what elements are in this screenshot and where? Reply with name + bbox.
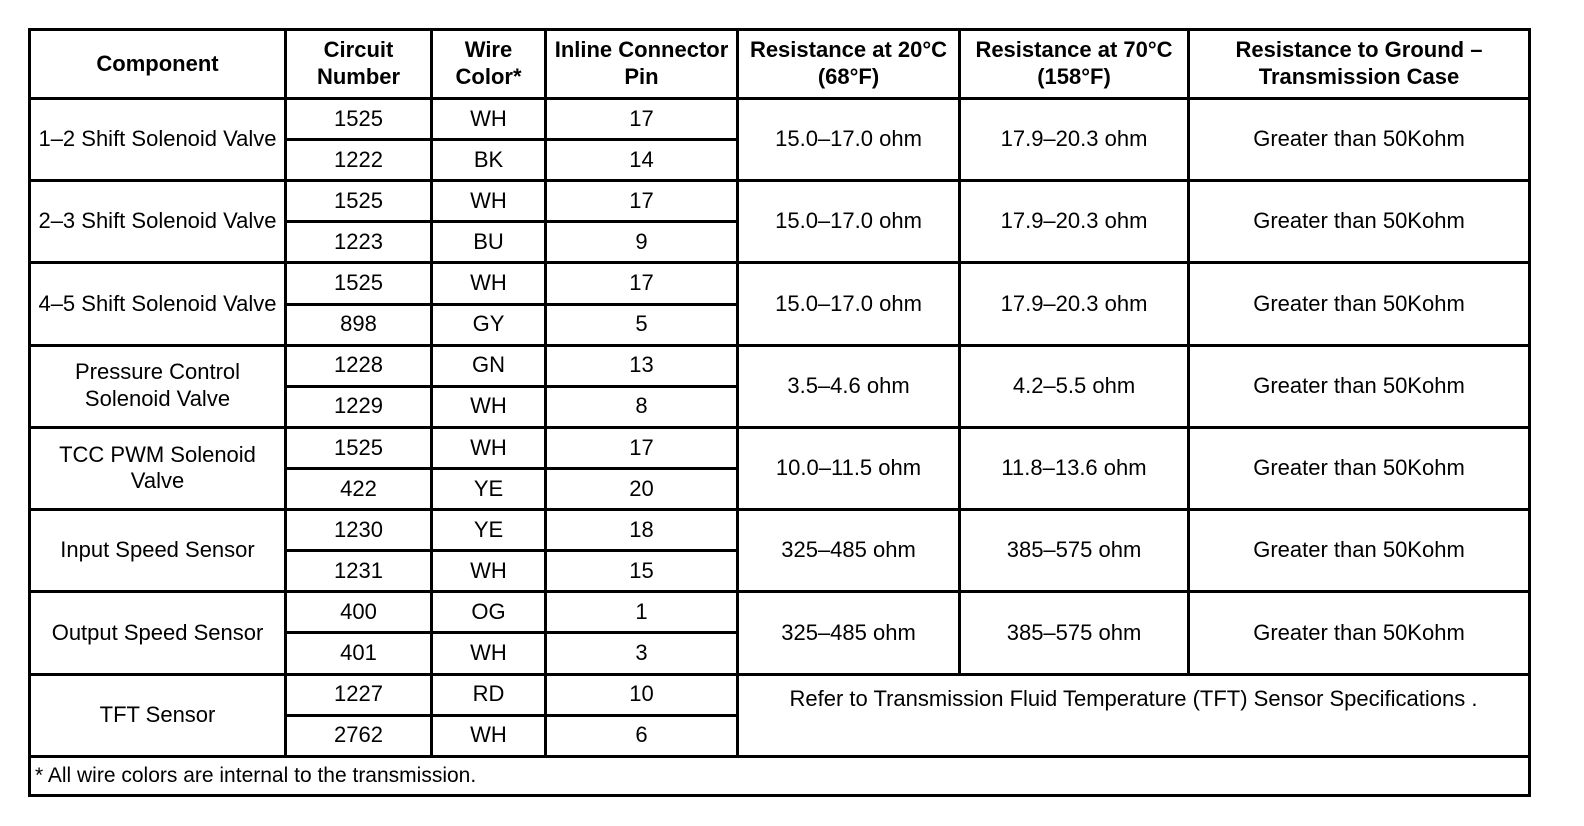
component-name: Output Speed Sensor (30, 592, 286, 674)
wire-color: WH (432, 181, 546, 222)
wire-color: WH (432, 99, 546, 140)
table-row (30, 427, 1530, 468)
footnote-row (30, 756, 1530, 795)
resistance-70c: 17.9–20.3 ohm (960, 99, 1189, 181)
header-resistance-70c: Resistance at 70°C (158°F) (960, 30, 1189, 99)
connector-pin: 8 (546, 386, 738, 427)
header-row (30, 30, 1530, 99)
resistance-20c: 15.0–17.0 ohm (738, 99, 960, 181)
resistance-20c: 15.0–17.0 ohm (738, 263, 960, 345)
circuit-number: 1231 (286, 551, 432, 592)
wire-color: GY (432, 304, 546, 345)
connector-pin: 6 (546, 715, 738, 756)
resistance-20c: 325–485 ohm (738, 592, 960, 674)
resistance-20c: 15.0–17.0 ohm (738, 181, 960, 263)
circuit-number: 422 (286, 468, 432, 509)
circuit-number: 2762 (286, 715, 432, 756)
resistance-70c: 385–575 ohm (960, 592, 1189, 674)
connector-pin: 15 (546, 551, 738, 592)
header-wire-color: Wire Color* (432, 30, 546, 99)
wire-color: WH (432, 715, 546, 756)
wire-color: WH (432, 263, 546, 304)
connector-pin: 3 (546, 633, 738, 674)
connector-pin: 5 (546, 304, 738, 345)
resistance-ground: Greater than 50Kohm (1189, 99, 1530, 181)
connector-pin: 14 (546, 140, 738, 181)
component-name: Input Speed Sensor (30, 510, 286, 592)
resistance-ground: Greater than 50Kohm (1189, 427, 1530, 509)
resistance-spec-table (28, 28, 1531, 797)
component-name: 2–3 Shift Solenoid Valve (30, 181, 286, 263)
circuit-number: 1525 (286, 99, 432, 140)
circuit-number: 1223 (286, 222, 432, 263)
tft-spec-note: Refer to Transmission Fluid Temperature (TFT) Sensor Specifications . (738, 674, 1530, 756)
resistance-ground: Greater than 50Kohm (1189, 510, 1530, 592)
table-row (30, 181, 1530, 222)
header-resistance-ground: Resistance to Ground – Transmission Case (1189, 30, 1530, 99)
header-connector-pin: Inline Connector Pin (546, 30, 738, 99)
connector-pin: 10 (546, 674, 738, 715)
connector-pin: 18 (546, 510, 738, 551)
circuit-number: 1227 (286, 674, 432, 715)
table-row (30, 345, 1530, 386)
connector-pin: 17 (546, 427, 738, 468)
component-name: TFT Sensor (30, 674, 286, 756)
connector-pin: 17 (546, 181, 738, 222)
table-row (30, 674, 1530, 715)
circuit-number: 1229 (286, 386, 432, 427)
circuit-number: 401 (286, 633, 432, 674)
wire-color: WH (432, 633, 546, 674)
resistance-70c: 11.8–13.6 ohm (960, 427, 1189, 509)
footnote: * All wire colors are internal to the transmission. (30, 756, 1530, 795)
resistance-ground: Greater than 50Kohm (1189, 263, 1530, 345)
circuit-number: 1222 (286, 140, 432, 181)
header-component: Component (30, 30, 286, 99)
header-circuit-number: Circuit Number (286, 30, 432, 99)
connector-pin: 17 (546, 99, 738, 140)
resistance-70c: 4.2–5.5 ohm (960, 345, 1189, 427)
connector-pin: 20 (546, 468, 738, 509)
resistance-20c: 325–485 ohm (738, 510, 960, 592)
circuit-number: 1230 (286, 510, 432, 551)
wire-color: WH (432, 386, 546, 427)
component-name: Pressure Control Solenoid Valve (30, 345, 286, 427)
resistance-ground: Greater than 50Kohm (1189, 592, 1530, 674)
table-row (30, 263, 1530, 304)
table-row (30, 510, 1530, 551)
component-name: 4–5 Shift Solenoid Valve (30, 263, 286, 345)
wire-color: WH (432, 551, 546, 592)
wire-color: GN (432, 345, 546, 386)
table-row (30, 99, 1530, 140)
resistance-70c: 17.9–20.3 ohm (960, 181, 1189, 263)
circuit-number: 1525 (286, 263, 432, 304)
connector-pin: 13 (546, 345, 738, 386)
circuit-number: 400 (286, 592, 432, 633)
resistance-20c: 10.0–11.5 ohm (738, 427, 960, 509)
circuit-number: 1525 (286, 427, 432, 468)
wire-color: BU (432, 222, 546, 263)
connector-pin: 17 (546, 263, 738, 304)
circuit-number: 898 (286, 304, 432, 345)
circuit-number: 1525 (286, 181, 432, 222)
component-name: 1–2 Shift Solenoid Valve (30, 99, 286, 181)
wire-color: WH (432, 427, 546, 468)
connector-pin: 1 (546, 592, 738, 633)
component-name: TCC PWM Solenoid Valve (30, 427, 286, 509)
header-resistance-20c: Resistance at 20°C (68°F) (738, 30, 960, 99)
connector-pin: 9 (546, 222, 738, 263)
wire-color: OG (432, 592, 546, 633)
wire-color: YE (432, 468, 546, 509)
table-row (30, 592, 1530, 633)
resistance-70c: 385–575 ohm (960, 510, 1189, 592)
circuit-number: 1228 (286, 345, 432, 386)
resistance-ground: Greater than 50Kohm (1189, 181, 1530, 263)
wire-color: RD (432, 674, 546, 715)
resistance-20c: 3.5–4.6 ohm (738, 345, 960, 427)
wire-color: BK (432, 140, 546, 181)
wire-color: YE (432, 510, 546, 551)
resistance-70c: 17.9–20.3 ohm (960, 263, 1189, 345)
resistance-ground: Greater than 50Kohm (1189, 345, 1530, 427)
